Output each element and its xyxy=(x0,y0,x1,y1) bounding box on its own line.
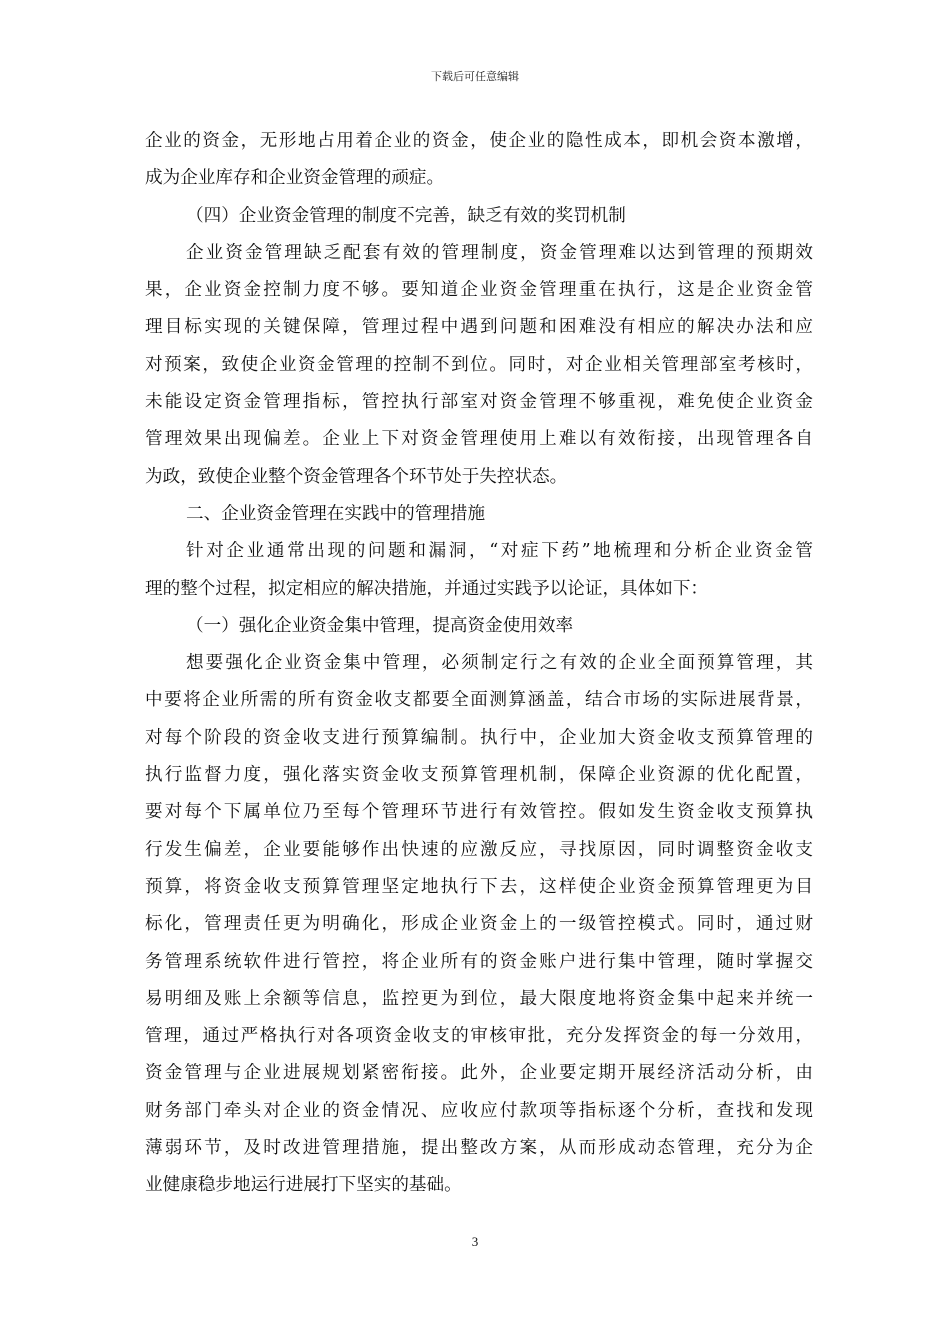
text-line: 针对企业通常出现的问题和漏洞，“对症下药”地梳理和分析企业资金管 xyxy=(186,541,813,562)
text-line: 成为企业库存和企业资金管理的顽症。 xyxy=(145,168,445,189)
text-line: 果，企业资金控制力度不够。要知道企业资金管理重在执行，这是企业资金管 xyxy=(145,280,813,301)
text-line: 预算，将资金收支预算管理坚定地执行下去，这样使企业资金预算管理更为目 xyxy=(145,876,813,897)
text-line: 二、企业资金管理在实践中的管理措施 xyxy=(186,503,486,524)
text-line: （四）企业资金管理的制度不完善，缺乏有效的奖罚机制 xyxy=(186,205,626,226)
text-line: 易明细及账上余额等信息，监控更为到位，最大限度地将资金集中起来并统一 xyxy=(145,988,813,1009)
page-header: 下载后可任意编辑 xyxy=(431,70,519,83)
text-line: 标化，管理责任更为明确化，形成企业资金上的一级管控模式。同时，通过财 xyxy=(145,914,813,935)
text-line: 理的整个过程，拟定相应的解决措施，并通过实践予以论证，具体如下： xyxy=(145,578,709,599)
text-line: 未能设定资金管理指标，管控执行部室对资金管理不够重视，难免使企业资金 xyxy=(145,392,813,413)
text-line: 管理，通过严格执行对各项资金收支的审核审批，充分发挥资金的每一分效用， xyxy=(145,1026,813,1047)
text-line: 理目标实现的关键保障，管理过程中遇到问题和困难没有相应的解决办法和应 xyxy=(145,317,813,338)
text-line: 企业资金管理缺乏配套有效的管理制度，资金管理难以达到管理的预期效 xyxy=(186,242,813,263)
text-line: 对预案，致使企业资金管理的控制不到位。同时，对企业相关管理部室考核时， xyxy=(145,354,813,375)
text-line: 想要强化企业资金集中管理，必须制定行之有效的企业全面预算管理，其 xyxy=(186,653,813,674)
page-number: 3 xyxy=(471,1234,479,1249)
text-line: 对每个阶段的资金收支进行预算编制。执行中，企业加大资金收支预算管理的 xyxy=(145,727,813,748)
text-line: 业健康稳步地运行进展打下坚实的基础。 xyxy=(145,1175,462,1196)
text-line: （一）强化企业资金集中管理，提高资金使用效率 xyxy=(186,615,574,636)
body-text xyxy=(145,123,813,1205)
text-line: 企业的资金，无形地占用着企业的资金，使企业的隐性成本，即机会资本激增， xyxy=(145,131,813,151)
text-line: 中要将企业所需的所有资金收支都要全面测算涵盖，结合市场的实际进展背景， xyxy=(145,690,813,711)
text-line: 管理效果出现偏差。企业上下对资金管理使用上难以有效衔接，出现管理各自 xyxy=(145,429,813,450)
text-line: 薄弱环节，及时改进管理措施，提出整改方案，从而形成动态管理，充分为企 xyxy=(145,1138,813,1159)
text-line: 务管理系统软件进行管控，将企业所有的资金账户进行集中管理，随时掌握交 xyxy=(145,951,813,972)
text-line: 行发生偏差，企业要能够作出快速的应激反应，寻找原因，同时调整资金收支 xyxy=(145,839,813,860)
text-line: 财务部门牵头对企业的资金情况、应收应付款项等指标逐个分析，查找和发现 xyxy=(145,1100,813,1121)
text-line: 为政，致使企业整个资金管理各个环节处于失控状态。 xyxy=(145,466,568,487)
text-line: 执行监督力度，强化落实资金收支预算管理机制，保障企业资源的优化配置， xyxy=(145,765,813,786)
text-line: 要对每个下属单位乃至每个管理环节进行有效管控。假如发生资金收支预算执 xyxy=(145,802,813,823)
text-line: 资金管理与企业进展规划紧密衔接。此外，企业要定期开展经济活动分析，由 xyxy=(145,1063,813,1084)
